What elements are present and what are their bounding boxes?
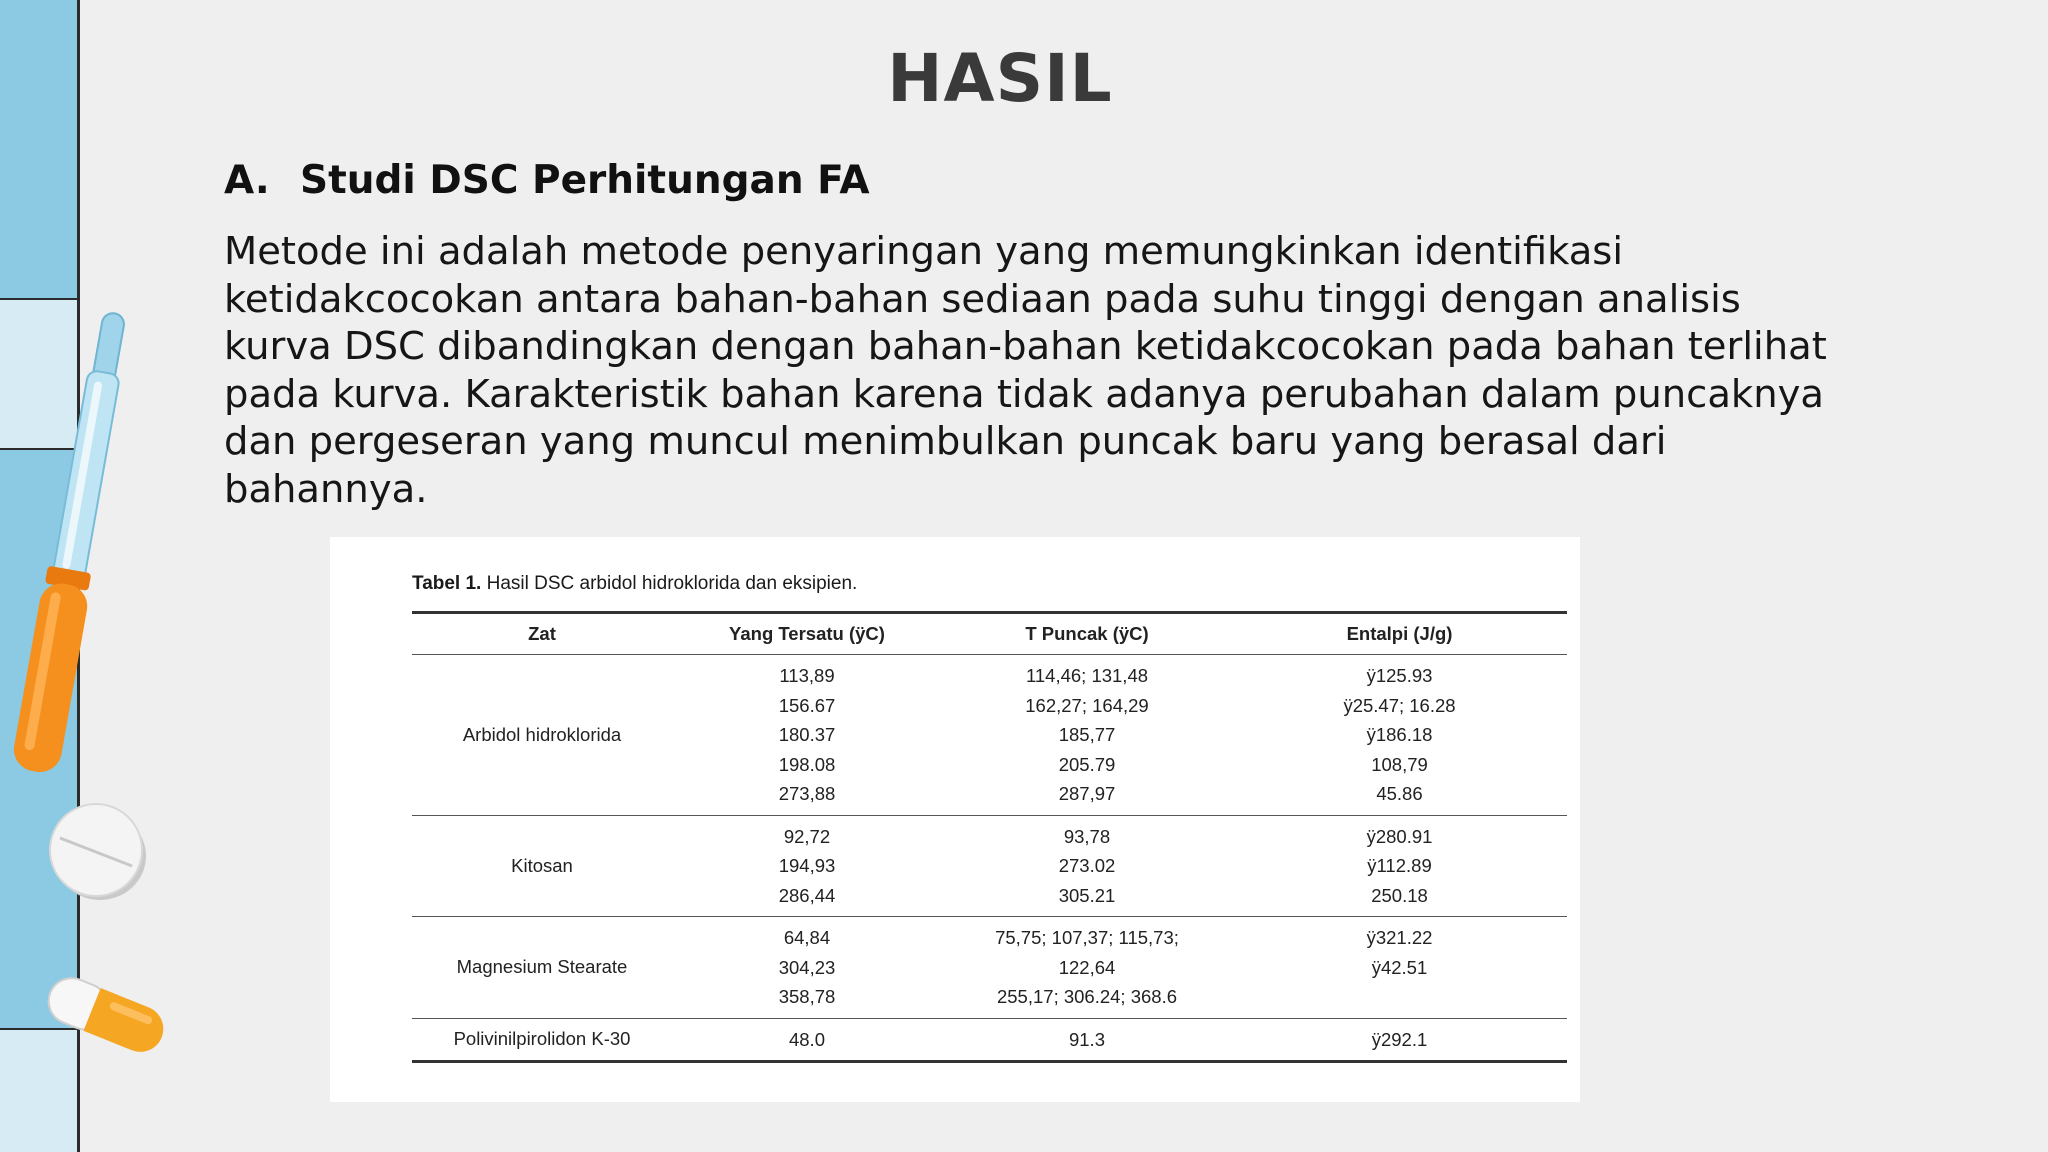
- zat-cell: Arbidol hidroklorida: [412, 655, 672, 816]
- table-caption: [412, 573, 857, 595]
- value: 108,79: [1371, 753, 1428, 775]
- value: 48.0: [788, 1028, 825, 1050]
- section-number: A.: [224, 158, 270, 203]
- capsule-icon: [36, 970, 176, 1060]
- caption-label: Tabel 1.: [412, 573, 482, 594]
- value: 93,78: [1063, 825, 1111, 847]
- value: 304,23: [778, 956, 836, 978]
- value: 45.86: [1376, 783, 1423, 804]
- entalpi-cell: [1232, 815, 1567, 917]
- value: 64,84: [783, 927, 831, 948]
- value: ÿ292.1: [1371, 1028, 1428, 1050]
- value: ÿ321.22: [1366, 927, 1433, 948]
- value: 358,78: [778, 986, 836, 1007]
- value: 113,89: [779, 665, 835, 686]
- value: ÿ42.51: [1371, 956, 1428, 978]
- value: 91.3: [1068, 1028, 1105, 1050]
- value: 75,75; 107,37; 115,73;: [995, 927, 1179, 948]
- table-row: [412, 655, 1567, 816]
- puncak-cell: [942, 1018, 1232, 1062]
- value: 305.21: [1058, 884, 1116, 906]
- table-header-row: [412, 613, 1567, 655]
- section-title: Studi DSC Perhitungan FA: [300, 158, 870, 203]
- value: ÿ280.91: [1366, 825, 1433, 847]
- value: 92,72: [783, 825, 831, 847]
- value: ÿ112.89: [1367, 855, 1432, 876]
- table-row: [412, 917, 1567, 1019]
- value: 198.08: [778, 753, 836, 775]
- value: 180.37: [778, 724, 836, 745]
- value: ÿ125.93: [1366, 665, 1433, 686]
- header-entalpi: Entalpi (J/g): [1232, 613, 1567, 655]
- value: 205.79: [1058, 753, 1116, 775]
- table-image: [330, 537, 1580, 1102]
- value: ÿ186.18: [1366, 724, 1433, 745]
- entalpi-cell: [1232, 1018, 1567, 1062]
- header-tersatu: Yang Tersatu (ÿC): [672, 613, 942, 655]
- value: ÿ25.47; 16.28: [1343, 694, 1456, 716]
- pill-tablet-icon: [44, 800, 154, 900]
- pipette-icon: [10, 300, 140, 790]
- header-puncak: T Puncak (ÿC): [942, 613, 1232, 655]
- entalpi-cell: [1232, 917, 1567, 1019]
- tersatu-cell: [672, 917, 942, 1019]
- value: 287,97: [1058, 783, 1116, 804]
- tersatu-cell: [672, 815, 942, 917]
- entalpi-cell: [1232, 655, 1567, 816]
- value: [1232, 982, 1567, 1012]
- puncak-cell: [942, 917, 1232, 1019]
- caption-text: Hasil DSC arbidol hidroklorida dan eksipien.: [481, 573, 858, 594]
- tersatu-cell: [672, 655, 942, 816]
- dsc-table: [412, 611, 1567, 1063]
- value: 185,77: [1058, 724, 1116, 745]
- zat-cell: Kitosan: [412, 815, 672, 917]
- tersatu-cell: [672, 1018, 942, 1062]
- slide-title: HASIL: [887, 40, 1113, 117]
- body-paragraph: Metode ini adalah metode penyaringan yang memungkinkan identifikasi ketidakcocokan antara bahan-bahan sediaan pada suhu tinggi dengan analisis kurva DSC dibandingkan dengan bahan-bahan ketidakcocokan pada bahan terlihat pada kurva. Karakteristik bahan karena tidak adanya perubahan dalam puncaknya dan pergeseran yang muncul menimbulkan puncak baru yang berasal dari bahannya.: [224, 229, 1827, 512]
- section-heading: [224, 158, 870, 203]
- zat-cell: Polivinilpirolidon K-30: [412, 1018, 672, 1062]
- value: 122,64: [1058, 956, 1116, 978]
- value: 286,44: [778, 884, 836, 906]
- puncak-cell: [942, 655, 1232, 816]
- value: 273,88: [778, 783, 836, 804]
- puncak-cell: [942, 815, 1232, 917]
- value: 156.67: [778, 694, 836, 716]
- header-zat: Zat: [412, 613, 672, 655]
- value: 162,27; 164,29: [1025, 694, 1149, 716]
- value: 114,46; 131,48: [1025, 665, 1149, 686]
- table-row: [412, 815, 1567, 917]
- zat-cell: Magnesium Stearate: [412, 917, 672, 1019]
- value: 255,17; 306.24; 368.6: [996, 986, 1178, 1007]
- value: 194,93: [778, 855, 836, 876]
- value: 250.18: [1371, 884, 1428, 906]
- value: 273.02: [1058, 855, 1116, 876]
- table-row: [412, 1018, 1567, 1062]
